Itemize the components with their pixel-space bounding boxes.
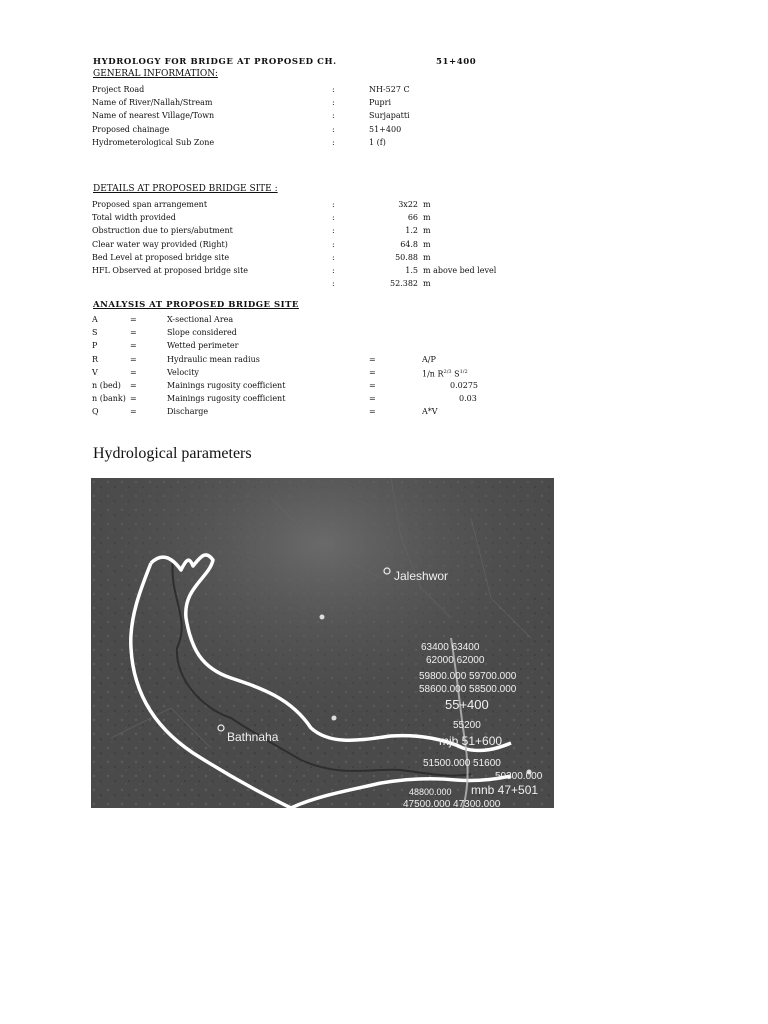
row-description: Velocity <box>167 367 199 377</box>
row-equals: = <box>369 367 376 377</box>
row-value: 52.382 <box>390 279 418 289</box>
map-chainage-label: 59800.000 59700.000 <box>419 671 517 682</box>
row-label: Proposed chainage <box>92 124 170 134</box>
details-row <box>92 264 522 277</box>
map-chainage-label: 63400 63400 <box>421 642 480 653</box>
row-equals: = <box>130 354 137 364</box>
details-row <box>92 251 522 264</box>
row-value: 3x22 <box>398 200 418 209</box>
row-equals: = <box>130 367 137 377</box>
row-equals: = <box>130 381 137 390</box>
map-chainage-label: 47500.000 47300.000 <box>403 799 501 808</box>
analysis-row <box>92 326 512 339</box>
details-row <box>92 198 522 211</box>
formula-part: 1/n R <box>422 369 444 379</box>
row-unit: m <box>423 213 431 223</box>
row-description: Mainings rugosity coefficient <box>167 394 286 404</box>
row-label: Name of nearest Village/Town <box>92 111 215 121</box>
row-value: 1.5 <box>405 266 418 275</box>
row-value: 50.88 <box>395 252 418 262</box>
map-chainage-label: 58600.000 58500.000 <box>419 684 517 695</box>
analysis-row <box>92 379 512 392</box>
analysis-row <box>92 366 512 379</box>
row-label: Total width provided <box>92 213 176 223</box>
row-description: Hydraulic mean radius <box>167 354 260 364</box>
row-value: 0.03 <box>459 394 477 404</box>
details-row <box>92 211 522 224</box>
general-info-row <box>92 96 492 109</box>
analysis-heading: ANALYSIS AT PROPOSED BRIDGE SITE <box>93 300 299 310</box>
row-value: NH-527 C <box>369 85 410 94</box>
map-label-bathnaha: Bathnaha <box>227 730 279 744</box>
general-info-row <box>92 109 492 122</box>
row-value: Surjapatti <box>369 111 410 121</box>
row-unit: m <box>423 279 431 289</box>
analysis-row <box>92 392 512 405</box>
row-symbol: S <box>92 328 98 338</box>
row-separator: : <box>332 200 335 209</box>
row-separator: : <box>332 279 335 289</box>
map-chainage-label: 48800.000 <box>409 787 452 797</box>
row-description: Mainings rugosity coefficient <box>167 381 286 390</box>
row-separator: : <box>332 252 335 262</box>
general-info-heading: GENERAL INFORMATION: <box>93 69 218 79</box>
row-symbol: R <box>92 354 99 364</box>
row-value: 1 (f) <box>369 137 386 147</box>
row-unit: m <box>423 226 431 236</box>
details-row <box>92 238 522 251</box>
row-equals: = <box>130 315 137 324</box>
row-label: Hydrometerological Sub Zone <box>92 137 215 147</box>
row-value: 1.2 <box>405 226 418 236</box>
row-symbol: A <box>92 315 98 324</box>
analysis-row <box>92 313 512 326</box>
row-separator: : <box>332 85 335 94</box>
row-label: Bed Level at proposed bridge site <box>92 252 230 262</box>
row-label: Proposed span arrangement <box>92 200 208 209</box>
poi-marker-icon <box>332 716 337 721</box>
row-equals: = <box>130 407 137 417</box>
hydrological-parameters-heading: Hydrological parameters <box>93 445 252 462</box>
row-label: HFL Observed at proposed bridge site <box>92 266 249 275</box>
general-info-row <box>92 136 492 149</box>
row-symbol: V <box>92 367 98 377</box>
row-label: Project Road <box>92 85 145 94</box>
row-value: 64.8 <box>400 239 418 249</box>
row-unit: m <box>423 252 431 262</box>
details-row <box>92 277 522 290</box>
row-label: Obstruction due to piers/abutment <box>92 226 233 236</box>
catchment-map-svg <box>91 478 554 808</box>
map-chainage-label: 55+400 <box>445 697 489 712</box>
formula-exponent: 2/3 <box>443 368 452 375</box>
catchment-map <box>91 478 554 808</box>
row-description: X-sectional Area <box>167 315 234 324</box>
row-separator: : <box>332 124 335 134</box>
row-unit: m <box>423 200 431 209</box>
row-equals: = <box>369 354 376 364</box>
map-label-jaleshwor: Jaleshwor <box>394 569 449 583</box>
map-chainage-label: mjb 51+600 <box>439 734 503 748</box>
row-equals: = <box>369 394 376 404</box>
row-label: Clear water way provided (Right) <box>92 239 228 249</box>
row-value: A/P <box>422 354 436 364</box>
map-chainage-label: mnb 47+501 <box>471 783 539 797</box>
row-separator: : <box>332 213 335 223</box>
formula-part: S <box>451 369 460 379</box>
details-heading: DETAILS AT PROPOSED BRIDGE SITE : <box>93 184 278 194</box>
row-value: A*V <box>422 407 438 417</box>
row-unit: m <box>423 239 431 249</box>
row-description: Wetted perimeter <box>167 341 239 351</box>
row-separator: : <box>332 137 335 147</box>
map-chainage-label: 51500.000 51600 <box>423 758 501 769</box>
row-value: Pupri <box>369 98 392 108</box>
row-symbol: P <box>92 341 98 351</box>
row-label: Name of River/Nallah/Stream <box>92 98 213 108</box>
row-separator: : <box>332 266 335 275</box>
analysis-row <box>92 353 512 366</box>
map-chainage-label: 62000 62000 <box>426 655 485 666</box>
row-separator: : <box>332 98 335 108</box>
formula-exponent: 1/2 <box>459 368 468 375</box>
analysis-row <box>92 405 512 418</box>
details-row <box>92 224 522 237</box>
row-equals: = <box>130 394 137 404</box>
poi-marker-icon <box>320 615 325 620</box>
row-equals: = <box>369 381 376 390</box>
row-symbol: Q <box>92 407 99 417</box>
general-info-row <box>92 123 492 136</box>
row-symbol: n (bank) <box>92 394 126 404</box>
row-unit: m above bed level <box>423 266 497 275</box>
map-chainage-label: 50300.000 <box>495 771 543 782</box>
document-chainage: 51+400 <box>436 57 477 67</box>
document-title: HYDROLOGY FOR BRIDGE AT PROPOSED CH. <box>93 57 337 67</box>
row-value: 51+400 <box>369 124 402 134</box>
row-description: Discharge <box>167 407 209 417</box>
row-value: 66 <box>407 213 418 223</box>
row-symbol: n (bed) <box>92 381 121 390</box>
row-description: Slope considered <box>167 328 237 338</box>
row-equals: = <box>369 407 376 417</box>
row-separator: : <box>332 239 335 249</box>
row-separator: : <box>332 226 335 236</box>
row-equals: = <box>130 341 137 351</box>
row-separator: : <box>332 111 335 121</box>
map-chainage-label: 55200 <box>453 720 481 731</box>
row-equals: = <box>130 328 137 338</box>
row-value: 0.0275 <box>450 381 478 390</box>
analysis-row <box>92 339 512 352</box>
general-info-row <box>92 83 492 96</box>
